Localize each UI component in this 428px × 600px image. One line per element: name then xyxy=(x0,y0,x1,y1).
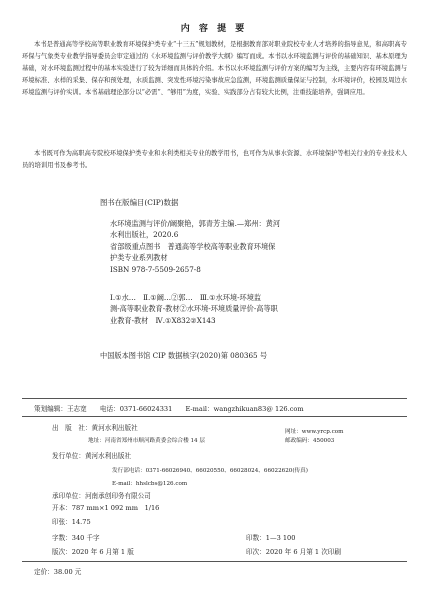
summary-paragraph-2 xyxy=(22,148,407,172)
edition-line: 版次：2020 年 6 月第 1 版 xyxy=(52,548,134,556)
publisher-line: 出 版 社：黄河水利出版社 xyxy=(52,424,138,432)
cip-classification xyxy=(110,292,410,326)
summary-paragraph-1 xyxy=(22,39,407,99)
phone-line: 发行部电话：0371-66026940、66020550、66028024、66022620(传真) xyxy=(112,468,308,474)
printer-line: 承印单位：河南承创印务有限公司 xyxy=(52,492,151,500)
cip-line: 水环境监测与评价/阚聚艳，郭青芳主编.—郑州：黄河 xyxy=(110,219,281,228)
postcode-line: 邮政编码：450003 xyxy=(285,438,335,444)
address-line: 地址：河南省郑州市顺河路黄委会综合楼 14 层 xyxy=(88,438,205,444)
email-line: E-mail：hhslcbs@126.com xyxy=(112,481,188,487)
divider xyxy=(22,416,407,417)
cip-heading: 图书在版编目(CIP)数据 xyxy=(100,198,179,207)
cip-line: 业教育-教材 Ⅳ.①X832②X143 xyxy=(110,315,216,325)
divider xyxy=(22,398,407,399)
cip-record xyxy=(110,218,410,275)
sheets-line: 印张：14.75 xyxy=(52,518,91,526)
format-line: 开本：787 mm×1 092 mm 1/16 xyxy=(52,504,160,512)
cip-line: Ⅰ.①水… Ⅱ.①阚…②郭… Ⅲ.①水环境-环境监 xyxy=(110,293,262,302)
summary-text-1: 本书是普通高等学校高等职业教育环境保护类专业“十三五”规划教材，是根据教育部对职业院校专业人才培养的指导意见，和高职高专环保与气象类专业教学指导委员会审定通过的《水环境监测与评价教学大纲》编写而成。本书以水环境监测与评价的基础知识、基本原理为基础，对水环境监测过程中的基本实验进行了较为详细而具体的介绍。本书以水环境监测与评价方案的编写为主线，主要内容有环境监测与环境标准、水样的采集、保存和预处理，水质监测、突发性环境污染事故应急监测，环境监测质量保证与控制，水环境评价，校园及周边水环境监测与评价实训。本书基础理论部分以“必需”、“够用”为度，实验、实践部分占有较大比例，注重技能培养，强调应用。 xyxy=(22,41,407,96)
cip-line: 水利出版社，2020.6 xyxy=(110,230,179,240)
cip-line: 护类专业系列教材 xyxy=(110,253,168,263)
divider xyxy=(22,561,407,562)
words-line: 字数：340 千字 xyxy=(52,534,100,542)
page-title: 内 容 提 要 xyxy=(180,24,248,34)
website-line: 网址：www.yrcp.com xyxy=(285,429,344,435)
summary-text-2: 本书既可作为高职高专院校环境保护类专业和水利类相关专业的教学用书，也可作为从事水资源、水环境保护等相关行业的专业技术人员的培训用书及参考书。 xyxy=(22,150,407,169)
distributor-line: 发行单位：黄河水利出版社 xyxy=(52,452,132,460)
cip-isbn: ISBN 978-7-5509-2657-8 xyxy=(110,264,201,274)
editor-line: 策划编辑：王志宽 电话：0371-66024331 E-mail：wangzhikuan83@ 126.com xyxy=(34,405,304,413)
price-line: 定价：38.00 元 xyxy=(34,568,82,576)
cip-cataloging-number: 中国版本图书馆 CIP 数据核字(2020)第 080365 号 xyxy=(100,351,268,360)
cip-line: 省部级重点图书 普通高等学校高等职业教育环境保 xyxy=(110,241,276,251)
cip-line: 测-高等职业教育-教材②水环境-环境质量评价-高等职 xyxy=(110,304,278,314)
printing-line: 印次：2020 年 6 月第 1 次印刷 xyxy=(246,548,341,556)
copies-line: 印数：1—3 100 xyxy=(246,534,296,542)
